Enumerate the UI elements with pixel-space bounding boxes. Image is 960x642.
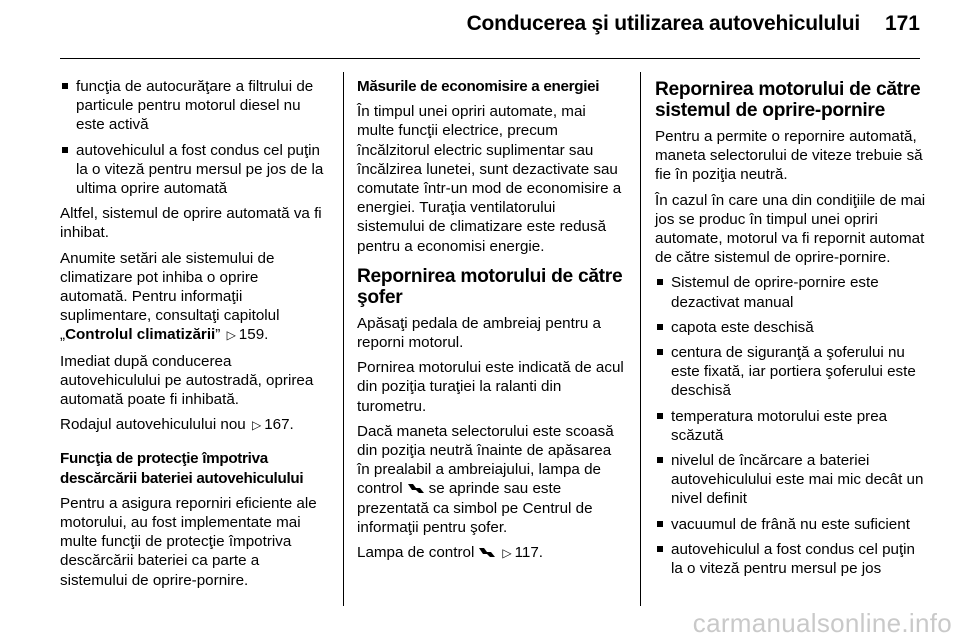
paragraph: Imediat după conducerea autovehiculului pe autostradă, oprirea automată poate fi inhibată. [60, 352, 314, 409]
paragraph: Altfel, sistemul de oprire automată va fi inhibat. [60, 205, 322, 242]
page-header [0, 0, 960, 60]
page-reference: 117. [514, 544, 544, 562]
paragraph: Dacă maneta selectorului este scoasă din poziţia neutră înainte de apăsarea în prealabil a ambreiajului, lampa de control se aprinde sau este prezentată ca simbol pe Centrul de informaţii pentru şofer. [357, 422, 614, 536]
list-item: temperatura motorului este prea scăzută [655, 407, 927, 445]
section-heading: Repornirea motorului de către sistemul de oprire-pornire [655, 79, 921, 121]
paragraph: Lampa de control ▷ 117. [357, 543, 627, 563]
subsection-heading: Funcţia de protecţie împotriva descărcării bateriei autovehiculului [60, 450, 304, 487]
list-item: autovehiculul a fost condus cel puţin la o viteză pentru mersul pe jos de la ultima oprire automată [60, 141, 330, 199]
list-item: centura de siguranţă a şoferului nu este fixată, iar portiera şoferului este deschisă [655, 343, 927, 401]
list-item: funcţia de autocurăţare a filtrului de particule pentru motorul diesel nu este activă [60, 77, 330, 135]
list-item: vacuumul de frână nu este suficient [655, 515, 927, 534]
start-stop-lamp-icon [478, 546, 496, 558]
page-number: 171 [884, 12, 920, 35]
header-rule [60, 58, 920, 59]
list-item: Sistemul de oprire-pornire este dezactivat manual [655, 273, 927, 311]
paragraph: Anumite setări ale sistemului de climatizare pot inhiba o oprire automată. Pentru informaţii suplimentare, consultaţi capitolul „Controlul climatizării” ▷ 159. [60, 249, 330, 346]
watermark: carmanualsonline.info [692, 608, 952, 638]
list-item: capota este deschisă [655, 318, 927, 337]
paragraph: Rodajul autovehiculului nou ▷ 167. [60, 415, 330, 435]
chapter-reference: Controlul climatizării [65, 326, 216, 344]
column-divider-2 [640, 72, 641, 606]
column-divider-1 [343, 72, 344, 606]
list-item: autovehiculul a fost condus cel puţin la o viteză pentru mersul pe jos [655, 540, 927, 578]
paragraph: Apăsaţi pedala de ambreiaj pentru a reporni motorul. [357, 314, 602, 352]
column-2 [357, 77, 627, 569]
subsection-heading: Măsurile de economisire a energiei [357, 78, 600, 95]
start-stop-lamp-icon [407, 482, 425, 494]
page-reference: 159. [238, 326, 269, 344]
paragraph: Pentru a permite o repornire automată, maneta selectorului de viteze trebuie să fie în poziţia neutră. [655, 128, 923, 184]
column-1 [60, 77, 330, 596]
page-ref-arrow-icon: ▷ [251, 418, 262, 433]
page-ref-arrow-icon: ▷ [226, 328, 236, 343]
page-reference: 167. [264, 416, 294, 434]
page-ref-arrow-icon: ▷ [502, 546, 512, 561]
paragraph: În cazul în care una din condiţiile de mai jos se produc în timpul unei opriri automate, motorul va fi repornit automat de către sistemul de oprire-pornire. [655, 191, 926, 267]
header-title: Conducerea şi utilizarea autovehiculului [466, 12, 860, 35]
list-item: nivelul de încărcare a bateriei autovehiculului este mai mic decât un nivel definit [655, 451, 927, 509]
paragraph: Pentru a asigura reporniri eficiente ale motorului, au fost implementate mai multe funcţii de protecţie împotriva descărcării bateriei ca parte a sistemului de oprire-pornire. [60, 494, 317, 589]
column-3 [655, 77, 927, 584]
paragraph: Pornirea motorului este indicată de acul din poziţia turaţiei la ralanti din turometru. [357, 359, 624, 415]
section-heading: Repornirea motorului de către şofer [357, 265, 623, 308]
paragraph: În timpul unei opriri automate, mai multe funcţii electrice, precum încălzitorul electric suplimentar sau încălzirea lunetei, sunt dezactivate sau comutate într-un mod de economisire a energiei. Turaţia ventilatorului sistemului de climatizare este redusă pentru a economisi energie. [357, 103, 622, 255]
